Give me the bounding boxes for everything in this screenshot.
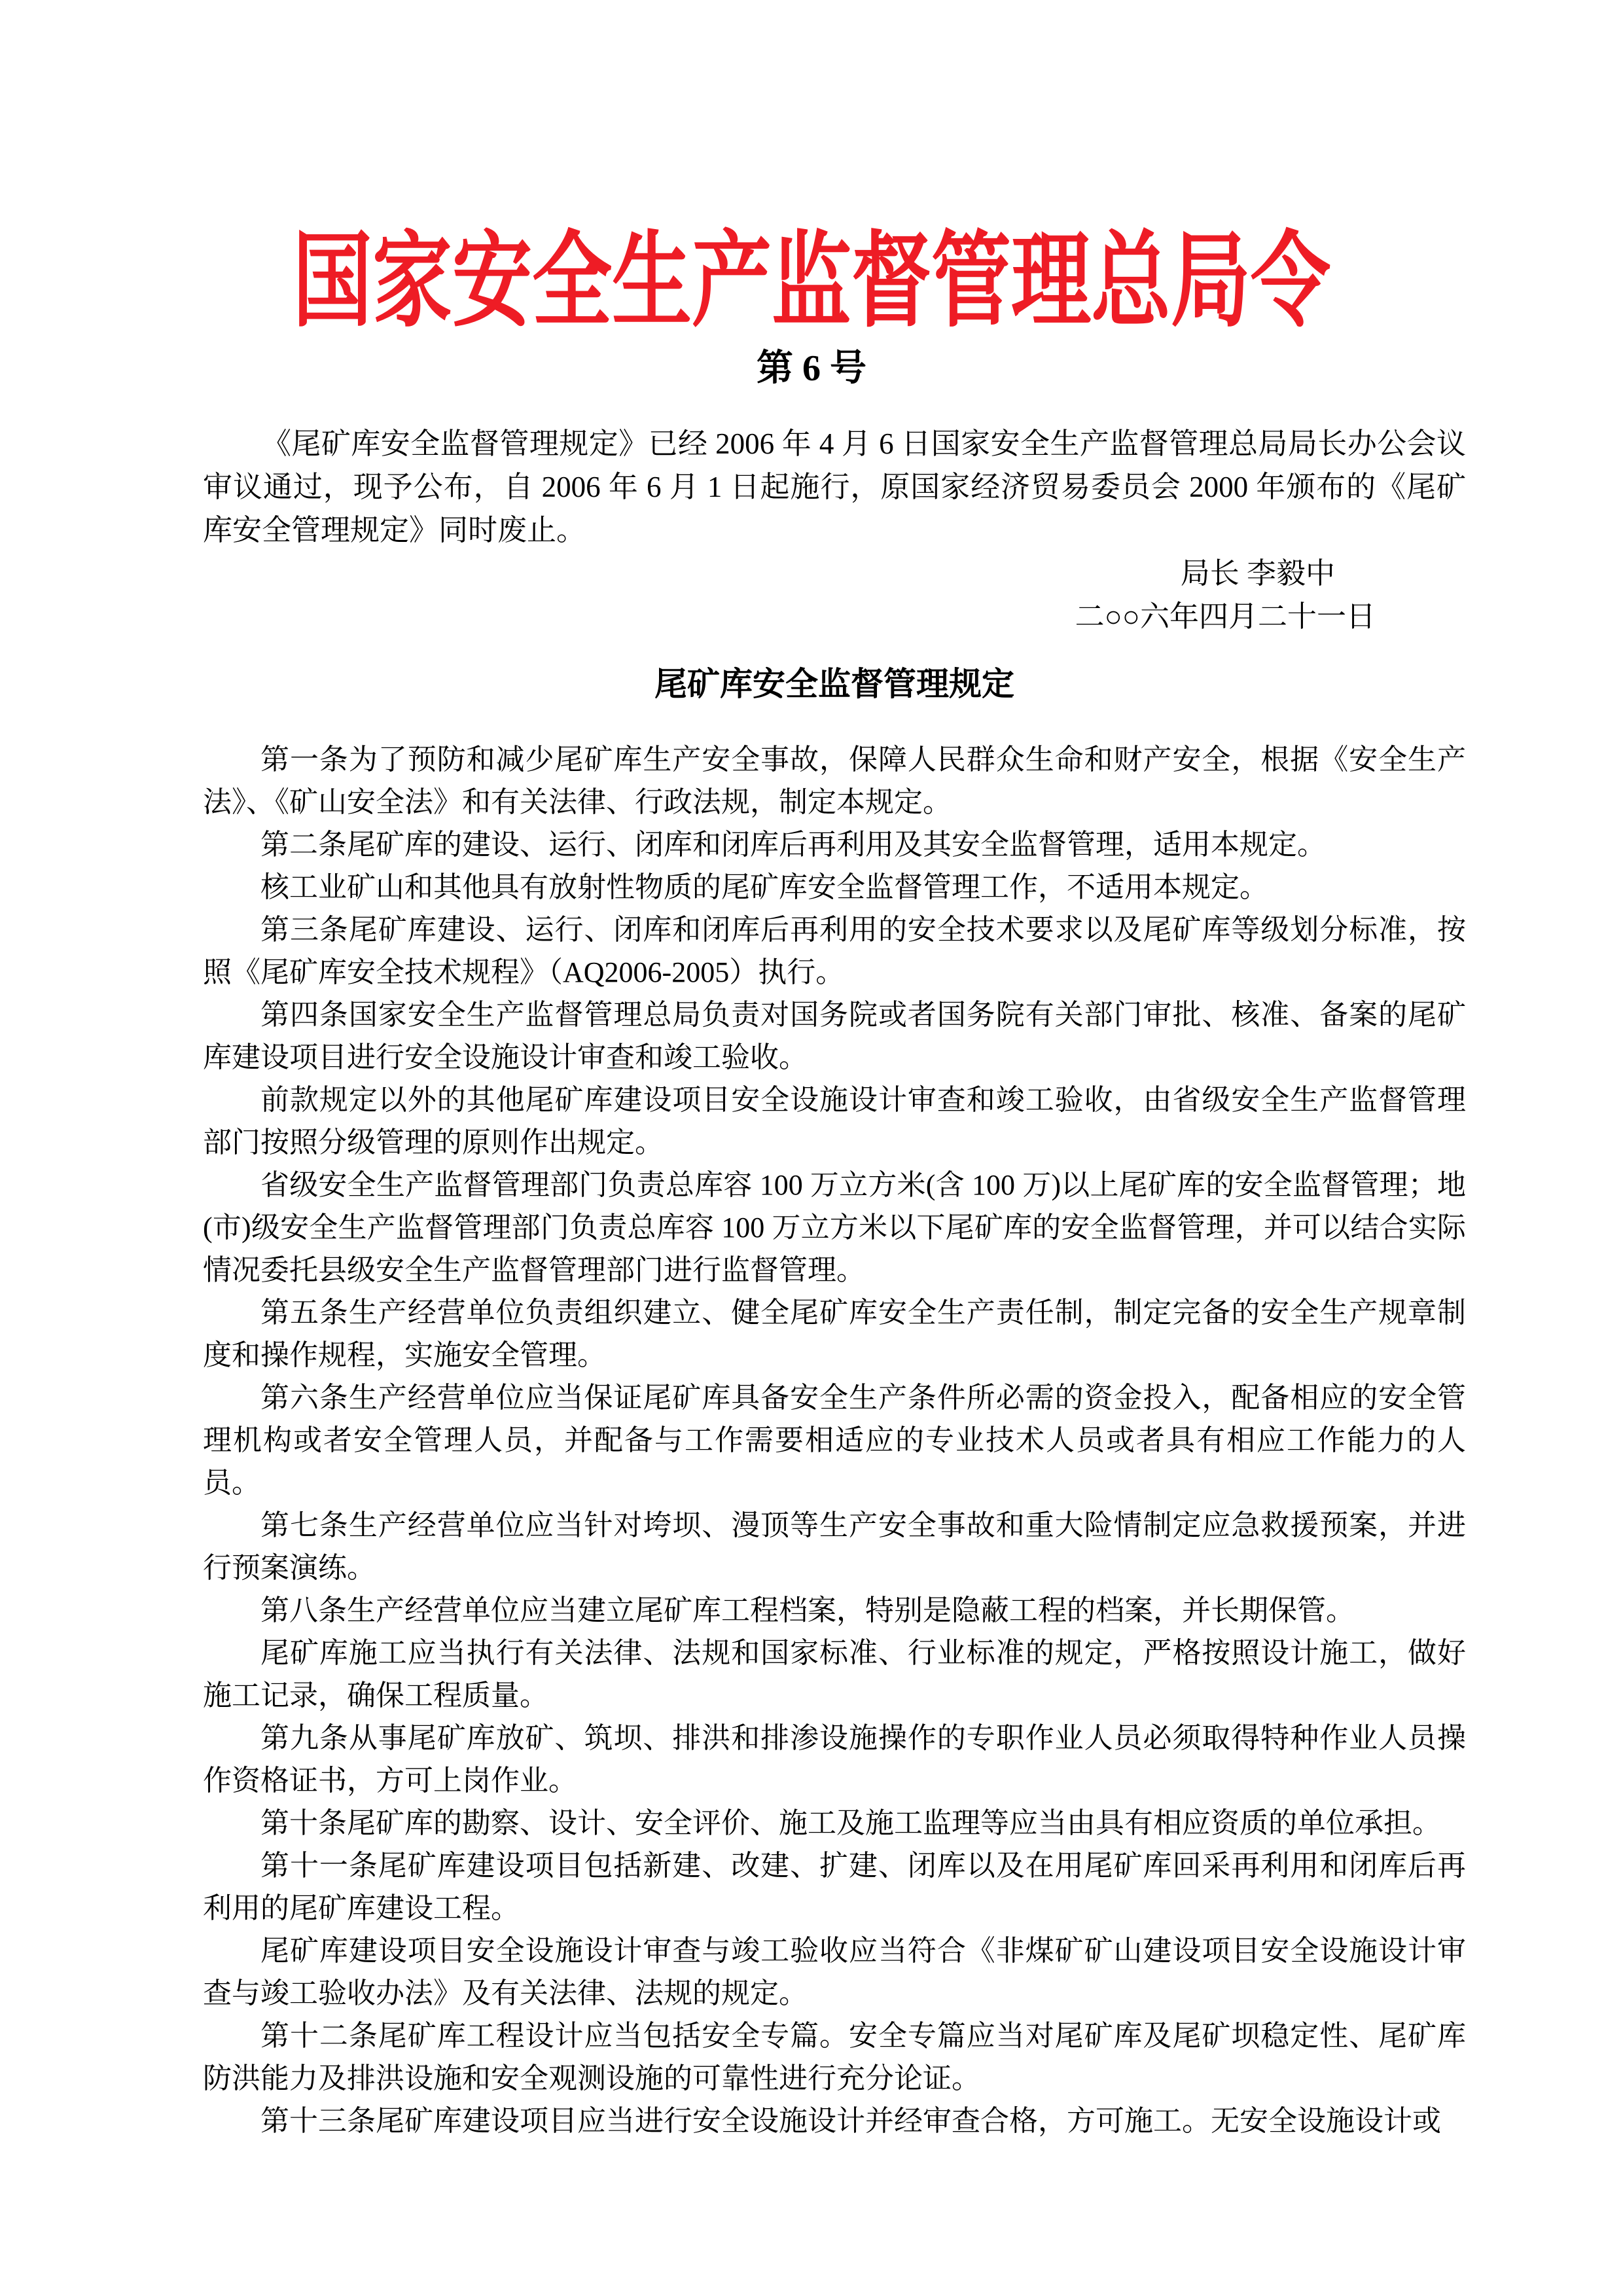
preamble-paragraph: 《尾矿库安全监督管理规定》已经 2006 年 4 月 6 日国家安全生产监督管理总局局长办公会议审议通过，现予公布，自 2006 年 6 月 1 日起施行，原国家经济贸易委员会 2000 年颁布的《尾矿库安全管理规定》同时废止。 [203,427,1466,547]
article-paragraph: 第十条尾矿库的勘察、设计、安全评价、施工及施工监理等应当由具有相应资质的单位承担。 [260,1807,1441,1839]
regulation-title: 尾矿库安全监督管理规定 [654,666,1014,702]
date-line: 二○○六年四月二十一日 [1075,600,1376,633]
article-paragraph: 前款规定以外的其他尾矿库建设项目安全设施设计审查和竣工验收，由省级安全生产监督管理部门按照分级管理的原则作出规定。 [203,1084,1466,1158]
order-number: 第 6 号 [757,348,866,389]
article-paragraph: 尾矿库施工应当执行有关法律、法规和国家标准、行业标准的规定，严格按照设计施工，做好施工记录，确保工程质量。 [203,1637,1466,1712]
document-content [0,422,1623,2142]
article-paragraph: 省级安全生产监督管理部门负责总库容 100 万立方米(含 100 万)以上尾矿库的安全监督管理；地(市)级安全生产监督管理部门负责总库容 100 万立方米以下尾矿库的安全监督管理，并可以结合实际情况委托县级安全生产监督管理部门进行监督管理。 [203,1169,1466,1286]
article-paragraph: 第十二条尾矿库工程设计应当包括安全专篇。安全专篇应当对尾矿库及尾矿坝稳定性、尾矿库防洪能力及排洪设施和安全观测设施的可靠性进行充分论证。 [203,2020,1466,2094]
article-paragraph: 第九条从事尾矿库放矿、筑坝、排洪和排渗设施操作的专职作业人员必须取得特种作业人员操作资格证书，方可上岗作业。 [203,1722,1466,1797]
article-paragraph: 第二条尾矿库的建设、运行、闭库和闭库后再利用及其安全监督管理，适用本规定。 [260,829,1326,861]
article-paragraph: 核工业矿山和其他具有放射性物质的尾矿库安全监督管理工作，不适用本规定。 [260,871,1268,903]
issuer-title-block [0,196,1623,347]
signature-line: 局长 李毅中 [1180,557,1335,590]
article-paragraph: 第五条生产经营单位负责组织建立、健全尾矿库安全生产责任制，制定完备的安全生产规章制度和操作规程，实施安全管理。 [203,1297,1466,1371]
article-paragraph: 第七条生产经营单位应当针对垮坝、漫顶等生产安全事故和重大险情制定应急救援预案，并进行预案演练。 [203,1509,1466,1584]
article-paragraph: 第四条国家安全生产监督管理总局负责对国务院或者国务院有关部门审批、核准、备案的尾矿库建设项目进行安全设施设计审查和竣工验收。 [203,999,1466,1073]
article-paragraph: 第三条尾矿库建设、运行、闭库和闭库后再利用的安全技术要求以及尾矿库等级划分标准，按照《尾矿库安全技术规程》（AQ2006-2005）执行。 [203,914,1466,988]
article-paragraph: 第六条生产经营单位应当保证尾矿库具备安全生产条件所必需的资金投入，配备相应的安全管理机构或者安全管理人员，并配备与工作需要相适应的专业技术人员或者具有相应工作能力的人员。 [203,1382,1466,1499]
article-paragraph: 第八条生产经营单位应当建立尾矿库工程档案，特别是隐蔽工程的档案，并长期保管。 [260,1594,1355,1626]
article-paragraph: 第十一条尾矿库建设项目包括新建、改建、扩建、闭库以及在用尾矿库回采再利用和闭库后再利用的尾矿库建设工程。 [203,1850,1466,1924]
article-paragraph: 第一条为了预防和减少尾矿库生产安全事故，保障人民群众生命和财产安全，根据《安全生产法》、《矿山安全法》和有关法律、行政法规，制定本规定。 [203,744,1466,818]
issuer-title: 国家安全生产监督管理总局令 [293,224,1330,340]
article-paragraph: 第十三条尾矿库建设项目应当进行安全设施设计并经审查合格，方可施工。无安全设施设计或 [260,2105,1441,2137]
article-paragraph: 尾矿库建设项目安全设施设计审查与竣工验收应当符合《非煤矿矿山建设项目安全设施设计审查与竣工验收办法》及有关法律、法规的规定。 [203,1935,1466,2009]
articles-body [203,738,1466,2142]
